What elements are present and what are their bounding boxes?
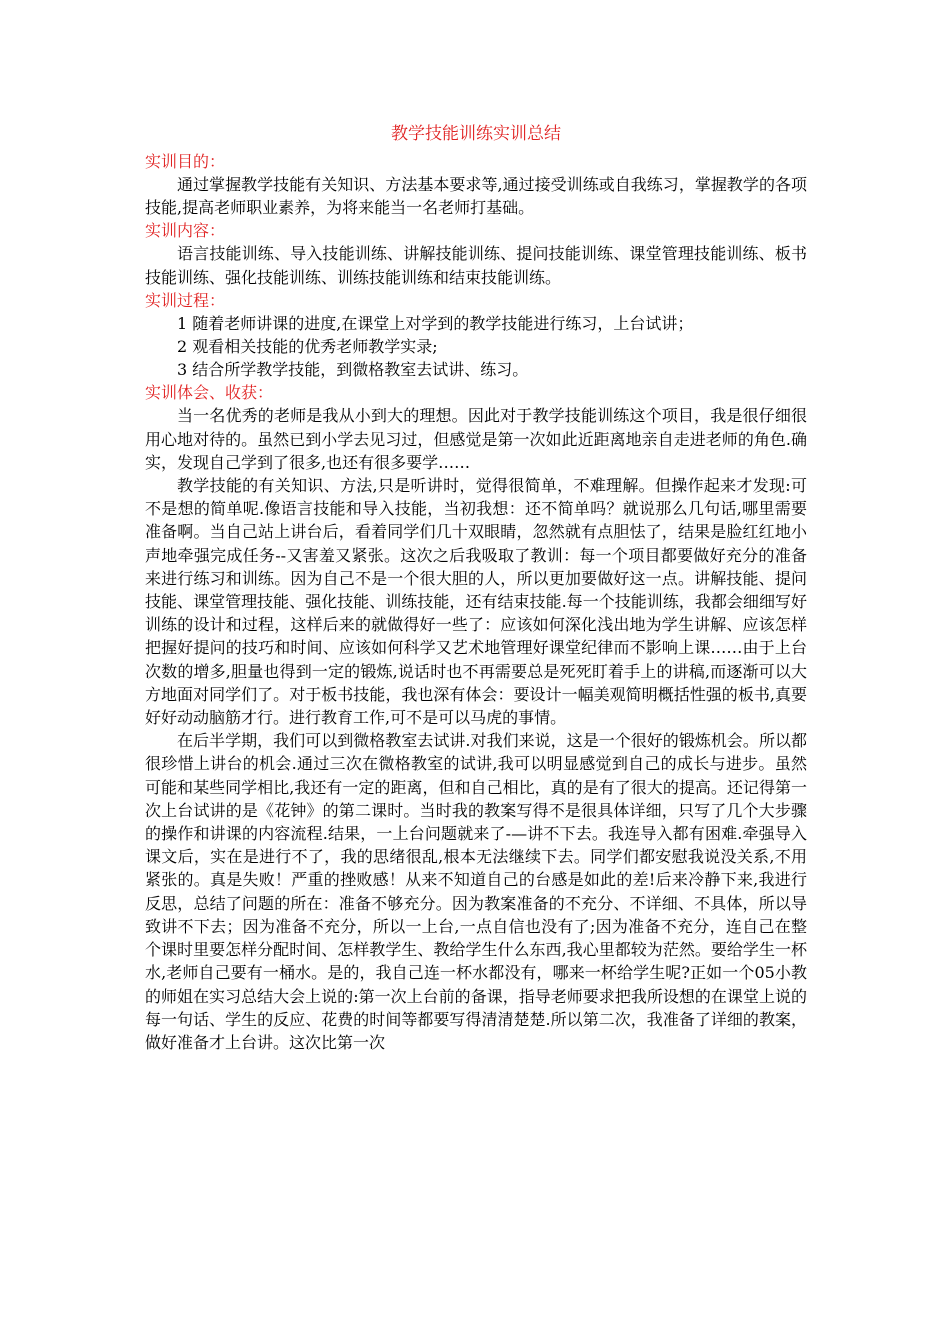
reflection-paragraph-3: 在后半学期，我们可以到微格教室去试讲.对我们来说，这是一个很好的锻炼机会。所以都很珍惜上讲台的机会.通过三次在微格教室的试讲,我可以明显感觉到自己的成长与进步。虽然可能和某些同学相比,我还有一定的距离，但和自己相比，真的是有了很大的提高。还记得第一次上台试讲的是《花钟》的第二课时。当时我的教案写得不是很具体详细，只写了几个大步骤的操作和讲课的内容流程.结果，一上台问题就来了-—讲不下去。我连导入都有困难.牵强导入课文后，实在是进行不了，我的思绪很乱,根本无法继续下去。同学们都安慰我说没关系,不用紧张的。真是失败！严重的挫败感！从来不知道自己的台感是如此的差!后来冷静下来,我进行反思，总结了问题的所在：准备不够充分。因为教案准备的不充分、不详细、不具体，所以导致讲不下去；因为准备不充分，所以一上台,一点自信也没有了;因为准备不充分，连自己在整个课时里要怎样分配时间、怎样教学生、教给学生什么东西,我心里都较为茫然。要给学生一杯水,老师自己要有一桶水。是的，我自己连一杯水都没有，哪来一杯给学生呢?正如一个05小教的师姐在实习总结大会上说的:第一次上台前的备课，指导老师要求把我所设想的在课堂上说的每一句话、学生的反应、花费的时间等都要写得清清楚楚.所以第二次，我准备了详细的教案，做好准备才上台讲。这次比第一次 [145, 731, 807, 1052]
document-title: 教学技能训练实训总结 [391, 124, 561, 144]
content-paragraph: 语言技能训练、导入技能训练、讲解技能训练、提问技能训练、课堂管理技能训练、板书技能训练、强化技能训练、训练技能训练和结束技能训练。 [145, 244, 807, 287]
purpose-paragraph: 通过掌握教学技能有关知识、方法基本要求等,通过接受训练或自我练习，掌握教学的各项技能,提高老师职业素养，为将来能当一名老师打基础。 [145, 175, 807, 218]
process-item-3: 3 结合所学教学技能，到微格教室去试讲、练习。 [177, 360, 529, 380]
document-page [145, 122, 807, 1054]
section-heading-purpose: 实训目的： [145, 152, 226, 171]
process-item-2: 2 观看相关技能的优秀老师教学实录; [177, 337, 438, 357]
reflection-paragraph-2: 教学技能的有关知识、方法,只是听讲时，觉得很简单，不难理解。但操作起来才发现:可不是想的简单呢.像语言技能和导入技能，当初我想：还不简单吗？就说那么几句话,哪里需要准备啊。当自己站上讲台后，看着同学们几十双眼睛，忽然就有点胆怯了，结果是脸红红地小声地牵强完成任务--又害羞又紧张。这次之后我吸取了教训：每一个项目都要做好充分的准备来进行练习和训练。因为自己不是一个很大胆的人，所以更加要做好这一点。讲解技能、提问技能、课堂管理技能、强化技能、训练技能，还有结束技能.每一个技能训练，我都会细细写好训练的设计和过程，这样后来的就做得好一些了：应该如何深化浅出地为学生讲解、应该怎样把握好提问的技巧和时间、应该如何科学又艺术地管理好课堂纪律而不影响上课……由于上台次数的增多,胆量也得到一定的锻炼,说话时也不再需要总是死死盯着手上的讲稿,而逐渐可以大方地面对同学们了。对于板书技能，我也深有体会：要设计一幅美观简明概括性强的板书,真要好好动动脑筋才行。进行教育工作,可不是可以马虎的事情。 [145, 476, 807, 728]
section-heading-content: 实训内容： [145, 221, 226, 241]
section-heading-reflection: 实训体会、收获： [145, 383, 274, 403]
reflection-paragraph-1: 当一名优秀的老师是我从小到大的理想。因此对于教学技能训练这个项目，我是很仔细很用心地对待的。虽然已到小学去见习过，但感觉是第一次如此近距离地亲自走进老师的角色.确实，发现自己学到了很多,也还有很多要学…… [145, 406, 807, 472]
section-heading-process: 实训过程： [145, 290, 226, 310]
process-item-1: 1 随着老师讲课的进度,在课堂上对学到的教学技能进行练习，上台试讲； [177, 313, 694, 333]
